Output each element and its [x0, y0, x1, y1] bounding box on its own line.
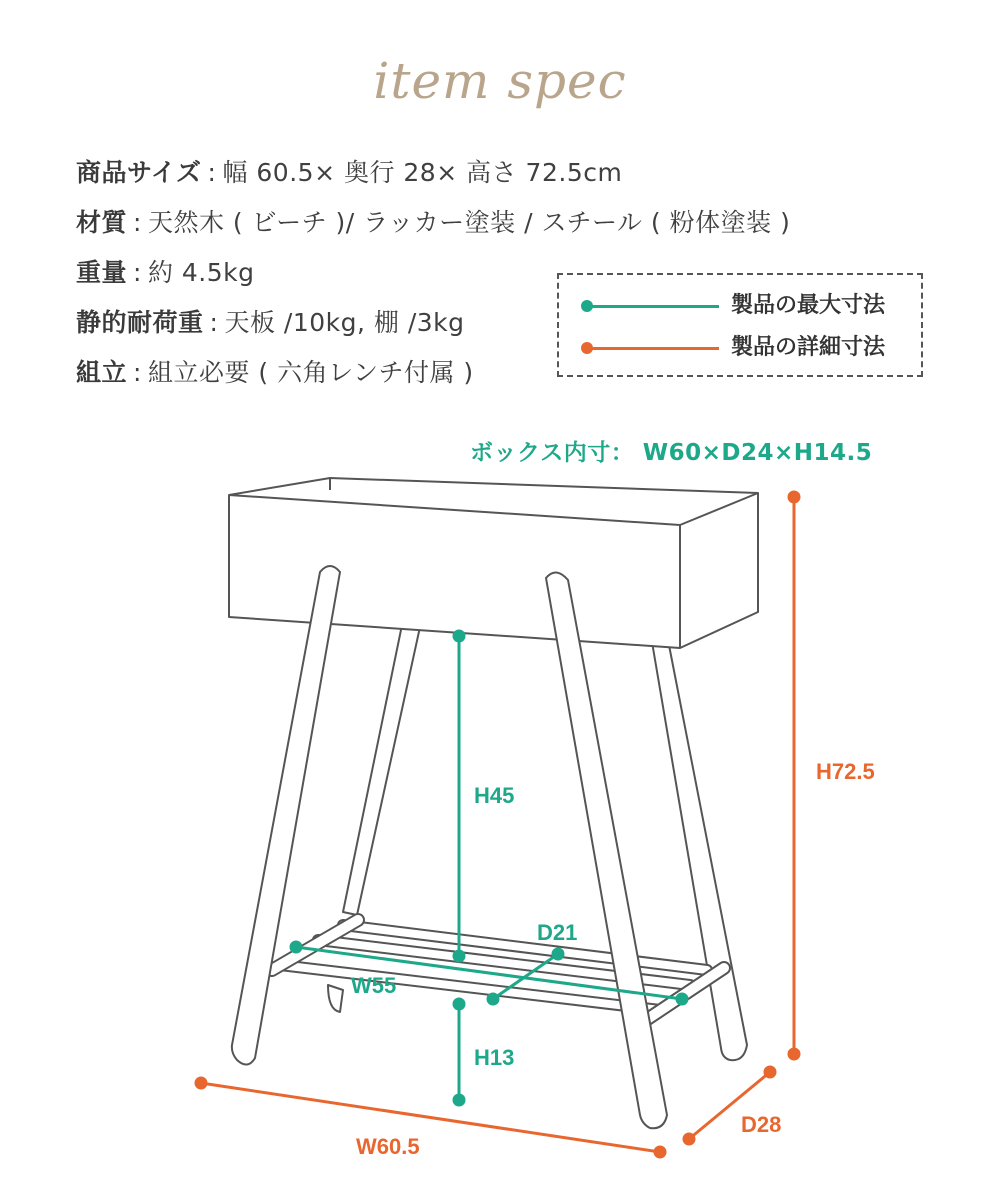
- front-leg-right: [546, 572, 667, 1128]
- back-leg-left: [343, 625, 420, 915]
- dimension-dot-icon: [553, 949, 563, 959]
- dimension-dot-icon: [655, 1147, 665, 1157]
- label-w55: W55: [351, 973, 397, 998]
- spec-label: 組立: [76, 358, 128, 387]
- label-h72: H72.5: [816, 759, 875, 784]
- dimension-dot-icon: [789, 1049, 799, 1059]
- dimension-dot-icon: [684, 1134, 694, 1144]
- dimension-dot-icon: [789, 492, 799, 502]
- planter-box: [229, 478, 758, 648]
- spec-row-weight: 重量 : 約 4.5kg: [76, 258, 255, 287]
- spec-value: 約 4.5kg: [147, 258, 255, 287]
- width-60-line: [201, 1083, 660, 1152]
- dimension-dot-icon: [677, 994, 687, 1004]
- spec-label: 重量: [76, 258, 128, 287]
- spec-value: 天板 /10kg, 棚 /3kg: [224, 308, 465, 337]
- page-title: item spec: [373, 52, 627, 110]
- dimension-dot-icon: [488, 994, 498, 1004]
- label-h13: H13: [474, 1045, 515, 1070]
- spec-label: 材質: [76, 208, 128, 237]
- label-w60: W60.5: [356, 1134, 420, 1159]
- spec-value: 天然木 ( ビーチ )/ ラッカー塗装 / スチール ( 粉体塗装 ): [147, 208, 791, 237]
- dimension-dot-icon: [196, 1078, 206, 1088]
- spec-row-assembly: 組立 : 組立必要 ( 六角レンチ付属 ): [76, 358, 474, 387]
- spec-row-material: 材質 : 天然木 ( ビーチ )/ ラッカー塗装 / スチール ( 粉体塗装 ): [76, 208, 791, 237]
- dimension-dot-icon: [765, 1067, 775, 1077]
- dimension-dot-icon: [291, 942, 301, 952]
- label-h45: H45: [474, 783, 515, 808]
- dimension-dot-icon: [454, 951, 464, 961]
- legend-label: 製品の詳細寸法: [731, 335, 886, 360]
- spec-value: 幅 60.5× 奥行 28× 高さ 72.5cm: [222, 158, 623, 187]
- dimension-dot-icon: [454, 999, 464, 1009]
- box-inner-dimension: ボックス内寸： W60×D24×H14.5: [470, 440, 873, 466]
- spec-value: 組立必要 ( 六角レンチ付属 ): [147, 358, 474, 387]
- label-d21: D21: [537, 920, 578, 945]
- dimension-dot-icon: [454, 631, 464, 641]
- spec-row-load: 静的耐荷重 : 天板 /10kg, 棚 /3kg: [76, 308, 465, 337]
- label-d28: D28: [741, 1112, 782, 1137]
- legend-label: 製品の最大寸法: [731, 293, 886, 318]
- spec-label: 商品サイズ: [76, 158, 202, 187]
- spec-label: 静的耐荷重: [76, 308, 204, 337]
- dimension-dot-icon: [454, 1095, 464, 1105]
- spec-row-size: 商品サイズ : 幅 60.5× 奥行 28× 高さ 72.5cm: [76, 158, 623, 187]
- front-leg-left: [232, 566, 340, 1065]
